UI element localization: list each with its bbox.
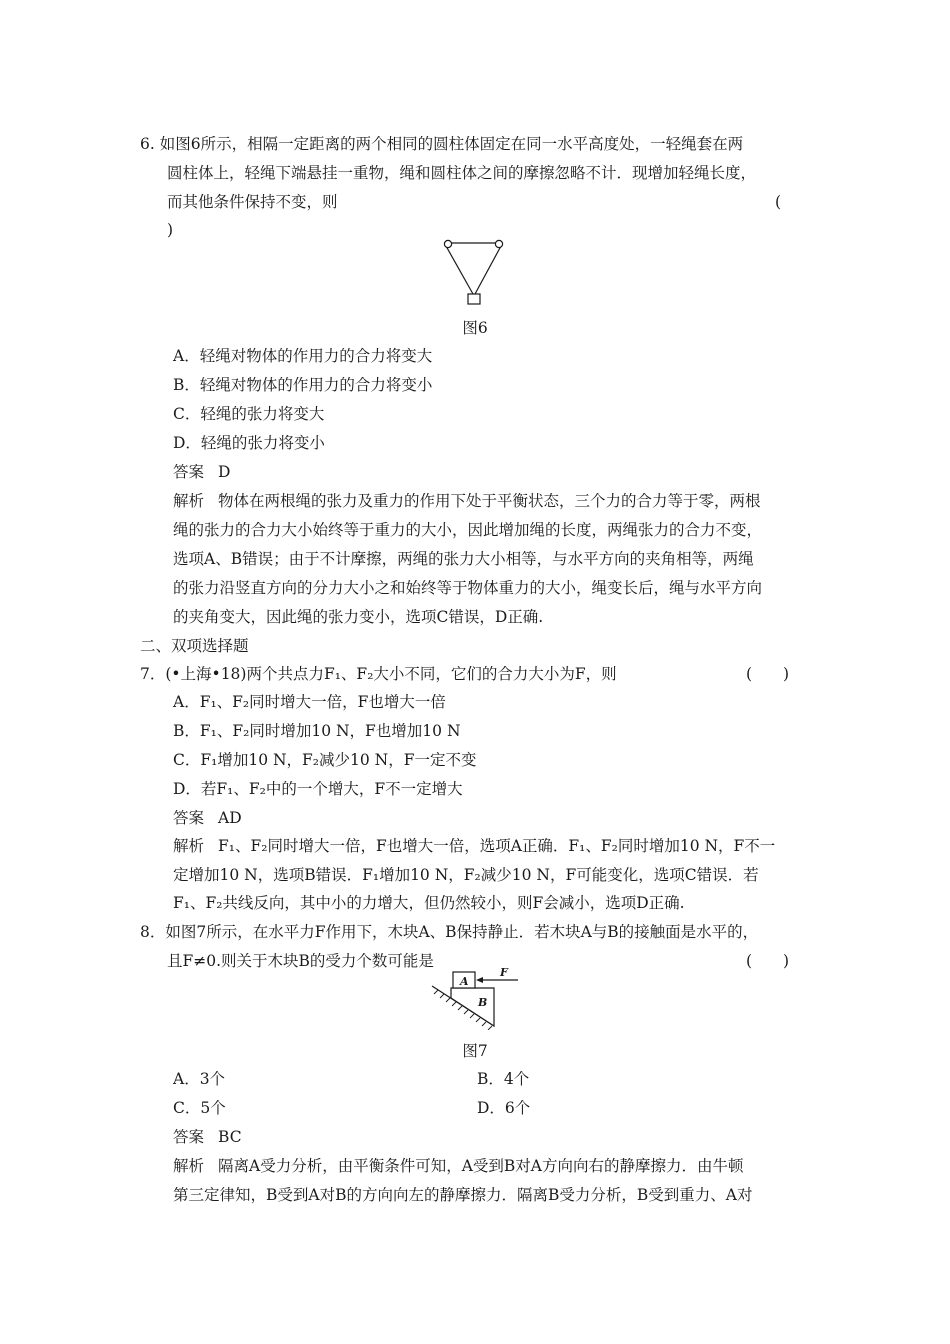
rope-left-segment	[446, 246, 473, 294]
q7-analysis-line-3: F₁、F₂共线反向，其中小的力增大，但仍然较小，则F会减小，选项D正确.	[173, 894, 685, 912]
q8-answer-paren: ( )	[746, 952, 790, 970]
q6-answer-label: 答案	[173, 463, 205, 481]
q6-answer-value: D	[218, 463, 231, 481]
q6-option-c: C．轻绳的张力将变大	[173, 405, 325, 423]
force-f-arrowhead	[476, 977, 483, 983]
q7-option-c: C．F₁增加10 N，F₂减少10 N，F一定不变	[173, 751, 477, 769]
q6-option-b: B．轻绳对物体的作用力的合力将变小	[173, 376, 433, 394]
figure-7-block-diagram	[430, 964, 522, 1030]
q8-analysis-label: 解析	[173, 1157, 205, 1175]
left-cylinder	[444, 240, 451, 247]
q8-answer	[173, 1127, 242, 1147]
q7-stem: 7．(•上海•18)两个共点力F₁、F₂大小不同，它们的合力大小为F，则	[140, 665, 617, 683]
q6-stem-line-2: 圆柱体上，轻绳下端悬挂一重物，绳和圆柱体之间的摩擦忽略不计．现增加轻绳长度，	[167, 164, 757, 182]
label-f: F	[500, 966, 508, 979]
q7-analysis-text-1: F₁、F₂同时增大一倍，F也增大一倍，选项A正确．F₁、F₂同时增加10 N，F不一	[218, 837, 776, 855]
q8-option-c: C．5个	[173, 1099, 226, 1117]
q7-option-d: D．若F₁、F₂中的一个增大，F不一定增大	[173, 780, 463, 798]
q6-answer-paren-close: )	[167, 221, 174, 239]
q7-option-a: A．F₁、F₂同时增大一倍，F也增大一倍	[173, 693, 446, 711]
rope-right-segment	[475, 246, 501, 294]
q8-option-d: D．6个	[477, 1099, 531, 1117]
q8-option-a: A．3个	[173, 1070, 226, 1088]
q6-option-d: D．轻绳的张力将变小	[173, 434, 325, 452]
label-a: A	[460, 975, 469, 988]
q6-analysis-line-1	[173, 491, 761, 511]
q6-answer-paren-open: (	[775, 193, 782, 211]
right-cylinder	[495, 240, 502, 247]
q8-stem-line-2: 且F≠0.则关于木块B的受力个数可能是	[167, 952, 434, 970]
q7-analysis-label: 解析	[173, 837, 205, 855]
label-b: B	[478, 996, 488, 1009]
q8-analysis-line-2: 第三定律知，B受到A对B的方向向左的静摩擦力．隔离B受力分析，B受到重力、A对	[173, 1186, 753, 1204]
figure-7-caption: 图7	[462, 1042, 488, 1060]
q8-answer-value: BC	[218, 1128, 242, 1146]
q6-option-a: A．轻绳对物体的作用力的合力将变大	[173, 347, 433, 365]
q6-analysis-label: 解析	[173, 492, 205, 510]
figure-6-rope-diagram	[440, 236, 510, 308]
hanging-weight	[468, 294, 480, 304]
q6-analysis-line-4: 的张力沿竖直方向的分力大小之和始终等于物体重力的大小，绳变长后，绳与水平方向	[173, 579, 763, 597]
section-heading: 二、双项选择题	[140, 637, 249, 655]
q7-answer	[173, 808, 242, 828]
q8-option-b: B．4个	[477, 1070, 530, 1088]
q6-stem-line-1: 6. 如图6所示，相隔一定距离的两个相同的圆柱体固定在同一水平高度处，一轻绳套在两	[140, 135, 744, 153]
q7-answer-label: 答案	[173, 809, 205, 827]
q6-stem-line-3: 而其他条件保持不变，则	[167, 193, 338, 211]
q8-analysis-line-1	[173, 1156, 744, 1176]
block-b	[451, 988, 494, 1026]
q7-analysis-line-1	[173, 836, 775, 856]
q6-analysis-line-5: 的夹角变大，因此绳的张力变小，选项C错误，D正确.	[173, 608, 544, 626]
q8-analysis-text-1: 隔离A受力分析，由平衡条件可知，A受到B对A方向向右的静摩擦力．由牛顿	[218, 1157, 744, 1175]
q7-answer-value: AD	[218, 809, 242, 827]
q6-analysis-text-1: 物体在两根绳的张力及重力的作用下处于平衡状态，三个力的合力等于零，两根	[218, 492, 761, 510]
q8-stem-line-1: 8．如图7所示，在水平力F作用下，木块A、B保持静止．若木块A与B的接触面是水平的，	[140, 923, 759, 941]
q6-analysis-line-3: 选项A、B错误；由于不计摩擦，两绳的张力大小相等，与水平方向的夹角相等，两绳	[173, 550, 754, 568]
q6-analysis-line-2: 绳的张力的合力大小始终等于重力的大小，因此增加绳的长度，两绳张力的合力不变，	[173, 521, 763, 539]
q7-analysis-line-2: 定增加10 N，选项B错误．F₁增加10 N，F₂减少10 N，F可能变化，选项C错误．若	[173, 866, 759, 884]
q6-answer	[173, 462, 230, 482]
q7-option-b: B．F₁、F₂同时增加10 N，F也增加10 N	[173, 722, 461, 740]
q7-answer-paren: ( )	[746, 665, 790, 683]
figure-6-caption: 图6	[462, 319, 488, 337]
q8-answer-label: 答案	[173, 1128, 205, 1146]
